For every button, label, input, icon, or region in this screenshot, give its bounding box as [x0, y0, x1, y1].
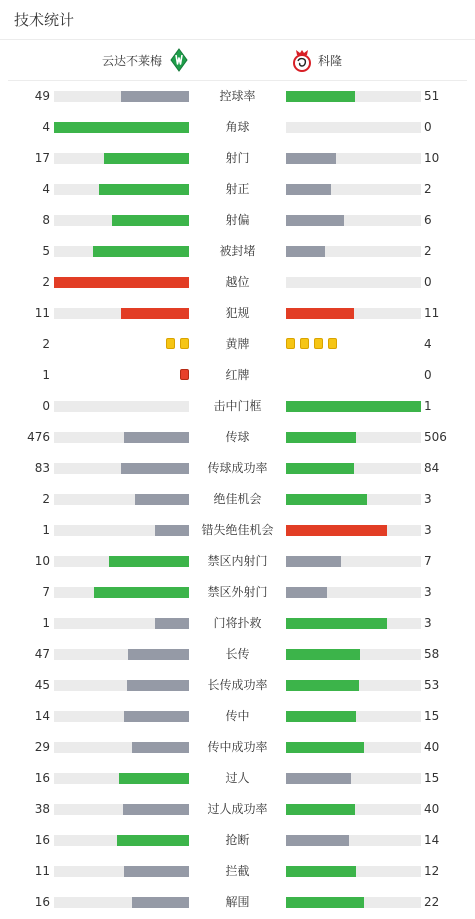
- away-bar-track: [286, 246, 421, 257]
- away-bar-track: [286, 277, 421, 288]
- home-value: 47: [34, 647, 50, 661]
- stat-label: 角球: [225, 120, 250, 134]
- away-bar-fill: [286, 773, 351, 784]
- away-team[interactable]: [291, 40, 342, 80]
- home-bar-fill: [112, 215, 189, 226]
- home-bar-fill: [135, 494, 189, 505]
- home-value: 11: [34, 306, 50, 320]
- home-value: 476: [27, 430, 50, 444]
- home-bar-track: [54, 401, 189, 412]
- red-card-icon: [180, 369, 189, 380]
- home-bar-fill: [121, 308, 189, 319]
- home-value: 17: [34, 151, 50, 165]
- away-bar-track: [286, 91, 421, 102]
- stat-row: [0, 825, 475, 856]
- away-bar-track: [286, 308, 421, 319]
- stat-label: 错失绝佳机会: [201, 523, 274, 537]
- home-value: 83: [34, 461, 50, 475]
- away-bar-fill: [286, 525, 387, 536]
- stat-row: [0, 701, 475, 732]
- away-bar-track: [286, 711, 421, 722]
- away-value: 53: [424, 678, 440, 692]
- stat-label: 解围: [225, 895, 250, 909]
- stat-label: 拦截: [225, 864, 250, 878]
- home-bar-track: [54, 494, 189, 505]
- away-value: 51: [424, 89, 440, 103]
- home-value: 0: [42, 399, 50, 413]
- page-header: [0, 0, 475, 40]
- away-bar-track: [286, 618, 421, 629]
- stat-row: [0, 174, 475, 205]
- stat-row: [0, 267, 475, 298]
- away-bar-fill: [286, 711, 356, 722]
- away-bar-fill: [286, 680, 359, 691]
- away-value: 7: [424, 554, 432, 568]
- home-bar-track: [54, 463, 189, 474]
- home-value: 1: [42, 368, 50, 382]
- home-bar-track: [54, 618, 189, 629]
- home-bar-track: [54, 897, 189, 908]
- home-bar-track: [54, 742, 189, 753]
- home-bar-track: [54, 122, 189, 133]
- home-bar-fill: [124, 866, 189, 877]
- away-bar-fill: [286, 153, 336, 164]
- stat-label: 击中门框: [213, 399, 262, 413]
- home-team-name: 云达不莱梅: [102, 53, 163, 68]
- yellow-card-icon: [286, 338, 295, 349]
- home-value: 7: [42, 585, 50, 599]
- stat-label: 过人: [225, 771, 250, 785]
- home-bar-track: [54, 308, 189, 319]
- home-bar-track: [54, 773, 189, 784]
- away-bar-fill: [286, 556, 341, 567]
- stat-row: [0, 329, 475, 360]
- stat-row: [0, 887, 475, 918]
- away-value: 22: [424, 895, 440, 909]
- away-bar-fill: [286, 897, 364, 908]
- away-bar-fill: [286, 866, 356, 877]
- home-bar-track: [54, 866, 189, 877]
- away-value: 0: [424, 275, 432, 289]
- stat-row: [0, 453, 475, 484]
- home-value: 4: [42, 182, 50, 196]
- away-value: 0: [424, 120, 432, 134]
- away-value: 40: [424, 740, 440, 754]
- home-bar-fill: [94, 587, 189, 598]
- stat-label: 黄牌: [225, 337, 250, 351]
- away-bar-track: [286, 401, 421, 412]
- teams-header: [8, 40, 467, 81]
- stat-row: [0, 763, 475, 794]
- home-value: 29: [34, 740, 50, 754]
- away-bar-track: [286, 215, 421, 226]
- stat-label: 门将扑救: [213, 616, 262, 630]
- away-value: 84: [424, 461, 440, 475]
- away-value: 12: [424, 864, 440, 878]
- stat-row: [0, 608, 475, 639]
- away-value: 3: [424, 616, 432, 630]
- home-bar-track: [54, 91, 189, 102]
- home-bar-track: [54, 246, 189, 257]
- stat-row: [0, 732, 475, 763]
- stat-row: [0, 484, 475, 515]
- away-bar-track: [286, 773, 421, 784]
- stat-row: [0, 639, 475, 670]
- away-value: 40: [424, 802, 440, 816]
- yellow-card-icon: [314, 338, 323, 349]
- home-bar-fill: [109, 556, 189, 567]
- home-value: 2: [42, 337, 50, 351]
- home-bar-fill: [123, 804, 189, 815]
- away-cards: [286, 338, 337, 351]
- home-value: 8: [42, 213, 50, 227]
- home-bar-track: [54, 525, 189, 536]
- stat-row: [0, 236, 475, 267]
- away-value: 2: [424, 244, 432, 258]
- home-value: 2: [42, 492, 50, 506]
- home-bar-track: [54, 277, 189, 288]
- yellow-card-icon: [166, 338, 175, 349]
- stat-row: [0, 360, 475, 391]
- stat-label: 射门: [225, 151, 250, 165]
- away-bar-track: [286, 866, 421, 877]
- home-bar-fill: [117, 835, 189, 846]
- home-bar-track: [54, 711, 189, 722]
- stat-row: [0, 515, 475, 546]
- away-bar-track: [286, 556, 421, 567]
- away-bar-track: [286, 432, 421, 443]
- stat-row: [0, 81, 475, 112]
- away-bar-fill: [286, 246, 325, 257]
- home-value: 5: [42, 244, 50, 258]
- away-bar-fill: [286, 401, 421, 412]
- away-value: 2: [424, 182, 432, 196]
- home-bar-fill: [54, 122, 189, 133]
- home-bar-track: [54, 184, 189, 195]
- away-value: 15: [424, 709, 440, 723]
- home-bar-fill: [121, 91, 189, 102]
- home-bar-fill: [155, 618, 189, 629]
- away-bar-fill: [286, 432, 356, 443]
- stat-label: 禁区外射门: [207, 585, 268, 599]
- stat-label: 射偏: [225, 213, 250, 227]
- koln-crest-icon: [291, 47, 313, 73]
- away-bar-fill: [286, 91, 355, 102]
- home-value: 16: [34, 771, 50, 785]
- home-bar-fill: [124, 711, 189, 722]
- stat-row: [0, 577, 475, 608]
- home-bar-track: [54, 215, 189, 226]
- away-bar-track: [286, 680, 421, 691]
- home-value: 11: [34, 864, 50, 878]
- away-value: 4: [424, 337, 432, 351]
- stat-label: 传球: [225, 430, 250, 444]
- stat-label: 射正: [225, 182, 250, 196]
- stat-label: 传球成功率: [207, 461, 268, 475]
- home-bar-track: [54, 556, 189, 567]
- stat-label: 被封堵: [219, 244, 256, 258]
- home-bar-fill: [119, 773, 189, 784]
- home-team[interactable]: [102, 40, 188, 80]
- away-bar-track: [286, 897, 421, 908]
- home-value: 4: [42, 120, 50, 134]
- stat-row: [0, 143, 475, 174]
- away-value: 15: [424, 771, 440, 785]
- stat-label: 控球率: [219, 89, 256, 103]
- away-value: 506: [424, 430, 447, 444]
- away-bar-track: [286, 122, 421, 133]
- away-bar-track: [286, 463, 421, 474]
- stat-label: 长传成功率: [207, 678, 268, 692]
- stat-label: 传中成功率: [207, 740, 268, 754]
- werder-crest-icon: [170, 48, 188, 72]
- stat-row: [0, 422, 475, 453]
- yellow-card-icon: [300, 338, 309, 349]
- home-bar-fill: [155, 525, 189, 536]
- away-bar-fill: [286, 835, 349, 846]
- home-bar-fill: [124, 432, 189, 443]
- stat-label: 犯规: [225, 306, 250, 320]
- yellow-card-icon: [180, 338, 189, 349]
- home-bar-fill: [132, 742, 189, 753]
- stat-label: 禁区内射门: [207, 554, 268, 568]
- away-bar-fill: [286, 804, 355, 815]
- home-bar-track: [54, 804, 189, 815]
- stat-label: 越位: [225, 275, 250, 289]
- home-bar-track: [54, 835, 189, 846]
- away-value: 0: [424, 368, 432, 382]
- stat-row: [0, 546, 475, 577]
- home-value: 1: [42, 523, 50, 537]
- away-team-name: 科隆: [318, 53, 343, 68]
- away-bar-track: [286, 153, 421, 164]
- home-bar-fill: [121, 463, 189, 474]
- away-bar-track: [286, 587, 421, 598]
- stat-row: [0, 794, 475, 825]
- away-value: 14: [424, 833, 440, 847]
- home-bar-fill: [128, 649, 189, 660]
- home-bar-fill: [132, 897, 189, 908]
- away-bar-fill: [286, 215, 344, 226]
- home-cards: [180, 369, 189, 382]
- away-value: 3: [424, 523, 432, 537]
- stat-label: 长传: [225, 647, 250, 661]
- away-bar-track: [286, 184, 421, 195]
- yellow-card-icon: [328, 338, 337, 349]
- away-bar-track: [286, 742, 421, 753]
- home-value: 38: [34, 802, 50, 816]
- away-bar-track: [286, 494, 421, 505]
- home-value: 2: [42, 275, 50, 289]
- home-bar-track: [54, 153, 189, 164]
- away-value: 6: [424, 213, 432, 227]
- stat-row: [0, 112, 475, 143]
- away-bar-track: [286, 804, 421, 815]
- stat-row: [0, 298, 475, 329]
- home-bar-track: [54, 432, 189, 443]
- home-bar-fill: [54, 277, 189, 288]
- page-title: 技术统计: [14, 11, 75, 29]
- home-bar-fill: [104, 153, 189, 164]
- away-bar-fill: [286, 742, 364, 753]
- home-bar-track: [54, 649, 189, 660]
- home-bar-track: [54, 587, 189, 598]
- away-value: 1: [424, 399, 432, 413]
- away-value: 58: [424, 647, 440, 661]
- stat-row: [0, 670, 475, 701]
- home-value: 16: [34, 833, 50, 847]
- stat-label: 绝佳机会: [213, 492, 262, 506]
- away-bar-fill: [286, 587, 327, 598]
- stat-row: [0, 391, 475, 422]
- away-bar-fill: [286, 649, 360, 660]
- home-value: 10: [34, 554, 50, 568]
- away-bar-track: [286, 835, 421, 846]
- away-bar-fill: [286, 308, 354, 319]
- away-value: 3: [424, 492, 432, 506]
- home-value: 1: [42, 616, 50, 630]
- home-bar-fill: [99, 184, 189, 195]
- stat-label: 过人成功率: [207, 802, 268, 816]
- stat-row: [0, 205, 475, 236]
- away-bar-fill: [286, 463, 354, 474]
- away-value: 11: [424, 306, 440, 320]
- stat-label: 红牌: [225, 368, 250, 382]
- home-value: 49: [34, 89, 50, 103]
- home-value: 45: [34, 678, 50, 692]
- away-value: 10: [424, 151, 440, 165]
- away-bar-fill: [286, 494, 367, 505]
- stat-label: 传中: [225, 709, 250, 723]
- home-bar-track: [54, 680, 189, 691]
- home-cards: [166, 338, 189, 351]
- away-bar-fill: [286, 184, 331, 195]
- home-value: 16: [34, 895, 50, 909]
- home-bar-fill: [127, 680, 189, 691]
- away-bar-track: [286, 649, 421, 660]
- away-bar-fill: [286, 618, 387, 629]
- stat-label: 抢断: [225, 833, 250, 847]
- home-bar-fill: [93, 246, 189, 257]
- away-value: 3: [424, 585, 432, 599]
- home-value: 14: [34, 709, 50, 723]
- stat-row: [0, 856, 475, 887]
- away-bar-track: [286, 525, 421, 536]
